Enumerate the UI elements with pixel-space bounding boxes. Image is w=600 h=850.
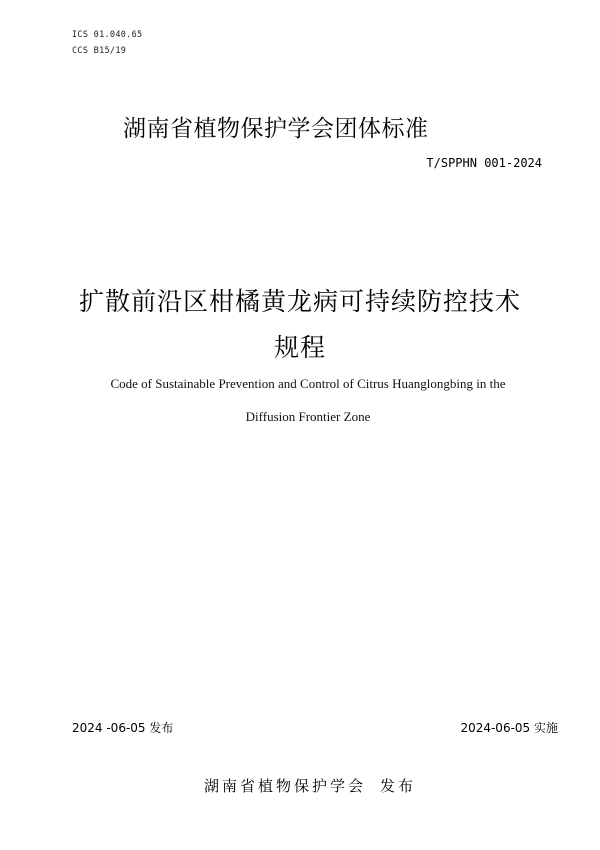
chinese-title-line-1: 扩散前沿区柑橘黄龙病可持续防控技术: [78, 287, 521, 316]
standard-number: T/SPPHN 001-2024: [426, 156, 542, 170]
english-title-line-1: Code of Sustainable Prevention and Control of Citrus Huanglongbing in the: [110, 376, 506, 391]
publisher-line: [0, 775, 600, 796]
english-title-line-2: Diffusion Frontier Zone: [245, 409, 371, 424]
organization-standard-title: 湖南省植物保护学会团体标准: [123, 116, 429, 142]
publisher-action: 发布: [380, 777, 417, 795]
publisher-name: 湖南省植物保护学会: [203, 777, 366, 795]
issue-date: 2024 -06-05 发布: [72, 721, 174, 735]
ccs-code: CCS B15/19: [72, 46, 127, 56]
implementation-date: 2024-06-05 实施: [460, 721, 558, 735]
ics-code: ICS 01.040.65: [72, 30, 143, 40]
chinese-title-line-2: 规程: [273, 333, 326, 362]
